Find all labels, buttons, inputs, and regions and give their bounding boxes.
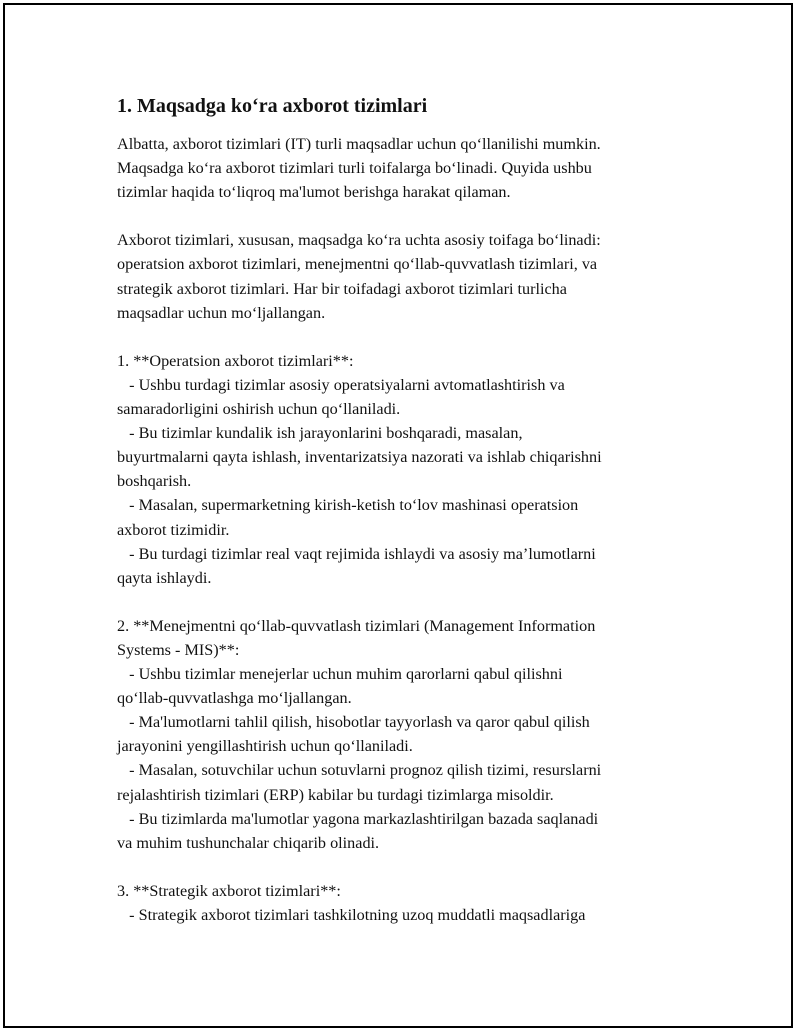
section-operational-systems: 1. **Operatsion axborot tizimlari**: - Ushbu turdagi tizimlar asosiy operatsiyalarni avtomatlashtirish va samaradorligini oshirish uchun qo‘llaniladi. - Bu tizimlar kundalik ish jarayonlarini boshqaradi, masalan, buyurtmalarni qayta ishlash, inventarizatsiya nazorati va ishlab chiqarishni boshqarish. - Masalan, supermarketning kirish-ketish to‘lov mashinasi operatsion axborot tizimidir. - Bu turdagi tizimlar real vaqt rejimida ishlaydi va asosiy ma’lumotlarni qayta ishlaydi. bbox=[117, 351, 602, 587]
overview-paragraph: Axborot tizimlari, xususan, maqsadga ko‘ra uchta asosiy toifaga bo‘linadi: operatsion axborot tizimlari, menejmentni qo‘llab-quvvatlash tizimlari, va strategik axborot tizimlari. Har bir toifadagi axborot tizimlari turlicha maqsadlar uchun mo‘ljallangan. bbox=[117, 231, 601, 322]
paragraph-gap bbox=[117, 325, 707, 349]
paragraph-gap bbox=[117, 204, 707, 228]
paragraph-gap bbox=[117, 590, 707, 614]
section-management-systems: 2. **Menejmentni qo‘llab-quvvatlash tizimlari (Management Information Systems - MIS)**: - Ushbu tizimlar menejerlar uchun muhim qarorlarni qabul qilishni qo‘llab-quvvatlashga mo‘ljallangan. - Ma'lumotlarni tahlil qilish, hisobotlar tayyorlash va qaror qabul qilish jarayonini yengillashtirish uchun qo‘llaniladi. - Masalan, sotuvchilar uchun sotuvlarni prognoz qilish tizimi, resurslarni rejalashtirish tizimlari (ERP) kabilar bu turdagi tizimlarga misoldir. - Bu tizimlarda ma'lumotlar yagona markazlashtirilgan bazada saqlanadi va muhim tushunchalar chiqarib olinadi. bbox=[117, 616, 602, 852]
document-body bbox=[117, 93, 707, 927]
paragraph-gap bbox=[117, 855, 707, 879]
section-strategic-systems: 3. **Strategik axborot tizimlari**: - Strategik axborot tizimlari tashkilotning uzoq muddatli maqsadlariga bbox=[117, 881, 586, 924]
intro-paragraph: Albatta, axborot tizimlari (IT) turli maqsadlar uchun qo‘llanilishi mumkin. Maqsadga ko‘ra axborot tizimlari turli toifalarga bo‘linadi. Quyida ushbu tizimlar haqida to‘liqroq ma'lumot berishga harakat qilaman. bbox=[117, 135, 601, 202]
document-title: 1. Maqsadga ko‘ra axborot tizimlari bbox=[117, 95, 428, 117]
